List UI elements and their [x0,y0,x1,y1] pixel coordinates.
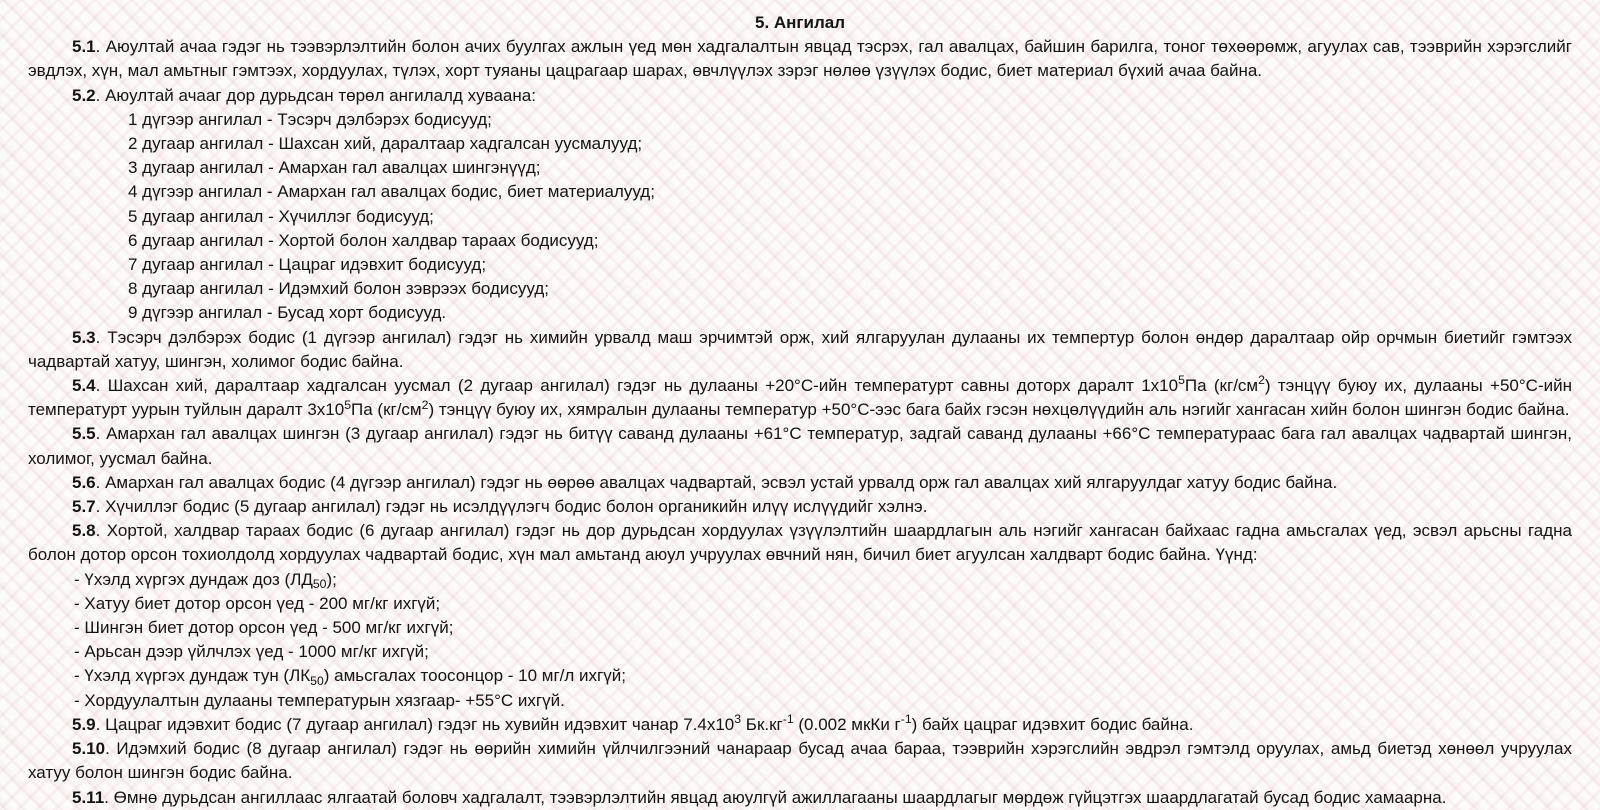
paragraph-5.10: 5.10. Идэмхий бодис (8 дугаар ангилал) гэдэг нь өөрийн химийн үйлчилгээний чанараар бусад ачаа бараа, тээврийн хэрэгслийн эвдрэл гэмтэлд оруулах, амьд биетэд хөнөөл учруулах хатуу болон шингэн бодис байна. [28,739,1572,783]
paragraph-number: 5.11 [72,787,105,807]
page-title: 5. Ангилал [754,13,846,32]
paragraph-5.3: 5.3. Тэсэрч дэлбэрэх бодис (1 дүгээр ангилал) гэдэг нь химийн урвалд маш эрчимтэй орж, хий ялгаруулан дулааны их темпертур болон өндөр даралтаар ойр орчмын биетийг гэмтээх чадвартай хатуу, шингэн, холимог бодис байна. [28,327,1572,371]
class-list-item: 8 дугаар ангилал - Идэмхий болон зэврээх бодисууд; [128,279,549,299]
class-list-item: 2 дугаар ангилал - Шахсан хий, даралтаар хадгалсан уусмалууд; [128,134,643,154]
bullet-item: - Арьсан дээр үйлчлэх үед - 1000 мг/кг ихгүй; [74,642,429,662]
paragraph-5.2: 5.2. Аюултай ачааг дор дурьдсан төрөл ангилалд хуваана: [72,85,536,105]
bullet-item: - Үхэлд хүргэх дундаж тун $(ЛК_{50})$ амьсгалах тоосонцор - 10 мг/л ихгүй; [74,666,626,689]
superscript: -1 [782,712,794,727]
paragraph-5.1: 5.1. Аюултай ачаа гэдэг нь тээвэрлэлтийн болон ачих буулгах ажлын үед мөн хадгалалтын явцад тэсрэх, гал авалцах, байшин барилга, тоног төхөөрөмж, агуулах сав, тээврийн хэрэгслийг эвдлэх, хүн, мал амьтныг гэмтээх, хордуулах, түлэх, хорт туяаны цацрагаар шарах, өвчлүүлэх зэрэг нөлөө үзүүлэх бодис, биет материал бүхий ачаа байна. [28,37,1572,81]
paragraph-number: 5.9 [72,714,96,734]
superscript: 5 [344,397,352,412]
class-list-item: 6 дугаар ангилал - Хортой болон халдвар тараах бодисууд; [128,230,599,250]
class-list-item: 4 дүгээр ангилал - Амархан гал авалцах бодис, биет материалууд; [128,182,655,202]
class-list-item: 1 дүгээр ангилал - Тэсэрч дэлбэрэх бодисууд; [128,109,492,129]
class-list-item: 5 дугаар ангилал - Хүчиллэг бодисууд; [128,206,434,226]
bullet-item: - Хордуулалтын дулааны температурын хязгаар- +55°С ихгүй. [74,690,565,710]
paragraph-5.7: 5.7. Хүчиллэг бодис (5 дугаар ангилал) гэдэг нь исэлдүүлэгч бодис болон органикийн илүү ислүүдийг хэлнэ. [72,497,928,517]
paragraph-number: 5.5 [72,424,96,444]
paragraph-5.9: 5.9. Цацраг идэвхит бодис (7 дугаар ангилал) гэдэг нь хувийн идэвхит чанар $7.4х10^3$ $Бк.кг^{-1}$ (0.002 мкКи $г^{-1}$) байх цацраг идэвхит бодис байна. [72,712,1194,734]
bullet-item: - Үхэлд хүргэх дундаж доз $(ЛД_{50})$; [74,569,337,592]
paragraph-number: 5.7 [72,497,96,517]
bullet-item: - Шингэн биет дотор орсон үед - 500 мг/кг ихгүй; [74,618,454,638]
paragraph-5.11: 5.11. Өмнө дурьдсан ангиллаас ялгаатай боловч хадгалалт, тээвэрлэлтийн явцад аюулгүй ажиллагааны шаардлагыг мөрдөж гүйцэтгэх шаардлагатай бусад бодис хамаарна. [72,787,1447,807]
paragraph-number: 5.6 [72,472,96,492]
paragraph-number: 5.3 [72,327,96,347]
subscript: 50 [310,674,324,689]
paragraph-number: 5.8 [72,521,96,541]
paragraph-5.4: 5.4. Шахсан хий, даралтаар хадгалсан уусмал (2 дугаар ангилал) гэдэг нь дулааны +20°С-ийн температурт савны доторх даралт $1х10^5Па$ $(кг/см^2)$ тэнцүү буюу их, дулааны +50°С-ийн температурт уурын туйлын даралт $3х10^5Па$ $(кг/см^2)$ тэнцүү буюу их, хямралын дулааны температур +50°С-ээс бага байх гэсэн нөхцөлүүдийн аль нэгийг хангасан хийн болон шингэн бодис байна. [28,373,1573,420]
subscript: 50 [312,577,327,592]
bullet-item: - Хатуу биет дотор орсон үед - 200 мг/кг ихгүй; [74,593,441,613]
paragraph-number: 5.4 [72,376,96,396]
superscript: 5 [1178,373,1185,388]
paragraph-number: 5.2 [72,85,96,105]
class-list-item: 3 дугаар ангилал - Амархан гал авалцах шингэнүүд; [128,158,541,178]
paragraph-number: 5.1 [72,37,96,57]
paragraph-5.5: 5.5. Амархан гал авалцах шингэн (3 дугаар ангилал) гэдэг нь битүү саванд дулааны +61°С температур, задгай саванд дулааны +66°С температураас бага гал авалцах чадвартай шингэн, холимог, уусмал байна. [28,424,1573,468]
superscript: -1 [900,712,912,727]
superscript: 2 [421,397,429,412]
class-list-item: 9 дүгээр ангилал - Бусад хорт бодисууд. [128,303,447,323]
superscript: 2 [1258,373,1265,388]
paragraph-5.6: 5.6. Амархан гал авалцах бодис (4 дүгээр ангилал) гэдэг нь өөрөө авалцах чадвартай, эсвэл устай урвалд орж гал авалцах хий ялгаруулдаг хатуу бодис байна. [72,472,1338,492]
paragraph-5.8: 5.8. Хортой, халдвар тараах бодис (6 дугаар ангилал) гэдэг нь дор дурьдсан хордуулах үзүүлэлтийн шаардлагын аль нэгийг хангасан байхаас гадна амьсгалах үед, эсвэл арьсны гадна болон дотор орсон тохиолдолд хордуулах чадвартай бодис, хүн мал амьтанд аюул учруулах өвчний нян, бичил биет агуулсан халдварт бодис байна. Үүнд: [28,521,1572,565]
class-list-item: 7 дугаар ангилал - Цацраг идэвхит бодисууд; [128,255,487,275]
superscript: 3 [734,712,742,727]
paragraph-number: 5.10 [72,739,106,759]
document-body [28,35,1572,810]
